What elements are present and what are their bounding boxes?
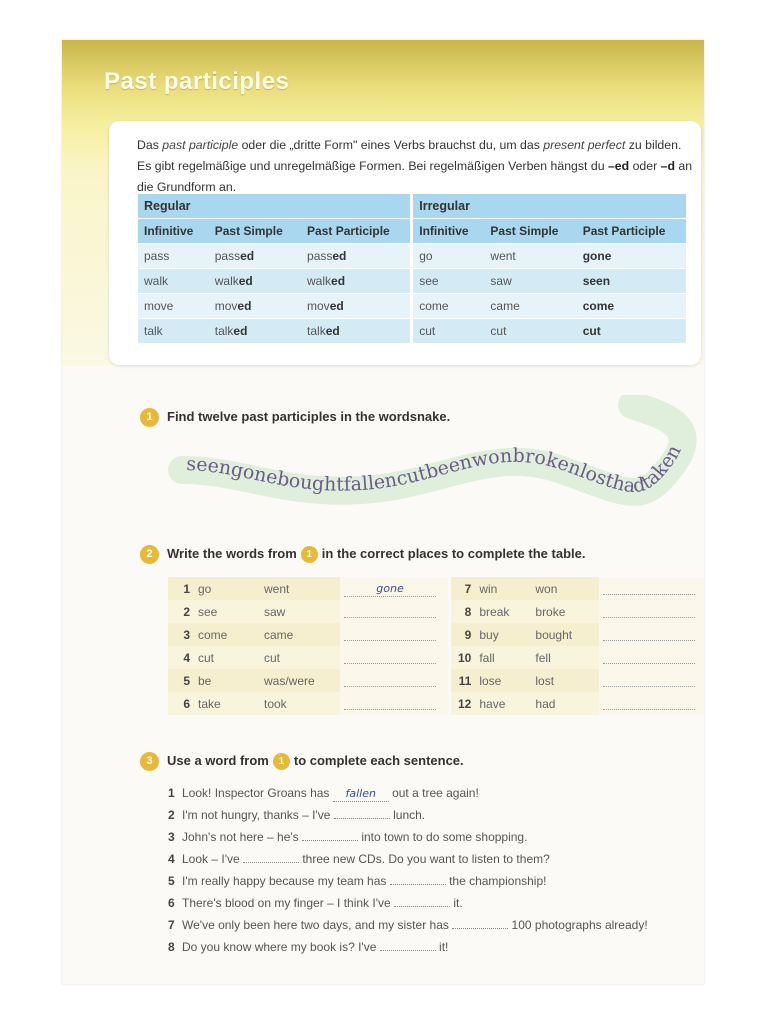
table-row [168, 692, 448, 715]
past-simple: took [260, 692, 340, 715]
column-header: Past Participle [301, 218, 410, 243]
workbook-page [62, 40, 704, 984]
answer-gap[interactable] [302, 828, 358, 841]
sentence [168, 936, 698, 958]
irregular-past-simple: cut [484, 318, 576, 343]
table-row [168, 623, 448, 646]
sentence-number: 3 [168, 830, 175, 844]
past-participle-cell [599, 646, 704, 669]
sentence [168, 870, 698, 892]
sentence-text-after: it! [435, 940, 449, 954]
sentence-text-before: Look! Inspector Groans has [182, 786, 333, 800]
regular-infinitive: walk [138, 268, 209, 293]
table-row [168, 577, 448, 600]
column-header: Infinitive [410, 218, 484, 243]
sentence-text-after: the championship! [445, 874, 547, 888]
sentence-number: 4 [168, 852, 175, 866]
past-simple: cut [260, 646, 340, 669]
table-row [138, 243, 686, 268]
table-row [451, 692, 704, 715]
past-participle-cell [599, 669, 704, 692]
row-number: 10 [451, 646, 475, 669]
table-row [451, 623, 704, 646]
past-participle-cell [340, 623, 448, 646]
sentence-text-before: There's blood on my finger – I think I've [182, 896, 395, 910]
sentence-list [168, 782, 698, 958]
irregular-infinitive: cut [410, 318, 484, 343]
past-simple: broke [531, 600, 598, 623]
exercise-1-title: 1 Find twelve past participles in the wordsnake. [140, 408, 450, 427]
table-row [451, 669, 704, 692]
exercise-number-badge: 2 [140, 545, 159, 564]
past-simple: bought [531, 623, 598, 646]
answer-blank[interactable] [344, 695, 436, 710]
answer-blank[interactable] [603, 649, 695, 664]
sentence [168, 826, 698, 848]
intro-text: Das past participle oder die „dritte Form" eines Verbs brauchst du, um das present perfect zu bilden. Es gibt regelmäßige und unregelmäßige Formen. Bei regelmäßigen Verben hängst du –ed oder –d an die Grundform an. [137, 138, 693, 194]
past-simple: went [260, 577, 340, 600]
answer-gap[interactable] [334, 806, 390, 819]
table-row [138, 268, 686, 293]
sentence-text-after: it. [450, 896, 463, 910]
row-number: 2 [168, 600, 194, 623]
regular-past-simple: passed [209, 243, 301, 268]
regular-past-simple: talked [209, 318, 301, 343]
grammar-info-box [109, 121, 701, 365]
regular-past-simple: moved [209, 293, 301, 318]
sentence-text-after: lunch. [389, 808, 426, 822]
regular-past-participle: walked [301, 268, 410, 293]
past-simple: fell [531, 646, 598, 669]
answer-blank[interactable] [603, 626, 695, 641]
table-row [138, 318, 686, 343]
irregular-past-participle: come [577, 293, 686, 318]
header-band [62, 40, 704, 365]
table-row [138, 293, 686, 318]
sentence-text-before: I'm not hungry, thanks – I've [182, 808, 334, 822]
sentence-number: 6 [168, 896, 175, 910]
infinitive: see [194, 600, 260, 623]
answer-blank[interactable] [603, 672, 695, 687]
past-simple: came [260, 623, 340, 646]
sentence-text-before: I'm really happy because my team has [182, 874, 390, 888]
row-number: 6 [168, 692, 194, 715]
answer-blank[interactable] [344, 672, 436, 687]
sentence-text-before: Look – I've [182, 852, 243, 866]
sentence-number: 8 [168, 940, 175, 954]
answer-gap[interactable] [452, 916, 508, 929]
row-number: 9 [451, 623, 475, 646]
row-number: 8 [451, 600, 475, 623]
infinitive: win [475, 577, 531, 600]
sentence [168, 804, 698, 826]
sentence [168, 914, 698, 936]
table-row [168, 600, 448, 623]
row-number: 1 [168, 577, 194, 600]
sentence-text-before: Do you know where my book is? I've [182, 940, 380, 954]
exercise-number-badge: 1 [140, 408, 159, 427]
exercise-ref-badge: 1 [273, 753, 290, 770]
answer-gap[interactable] [380, 938, 436, 951]
infinitive: be [194, 669, 260, 692]
column-header: Past Simple [209, 218, 301, 243]
exercise-2-title: 2 Write the words from 1 in the correct places to complete the table. [140, 545, 585, 564]
infinitive: lose [475, 669, 531, 692]
sentence-text-before: John's not here – he's [182, 830, 302, 844]
row-number: 7 [451, 577, 475, 600]
regular-past-participle: passed [301, 243, 410, 268]
row-number: 4 [168, 646, 194, 669]
regular-infinitive: pass [138, 243, 209, 268]
past-participle-cell [599, 600, 704, 623]
infinitive: have [475, 692, 531, 715]
regular-group-header: Regular [138, 194, 410, 218]
infinitive: buy [475, 623, 531, 646]
past-participle-cell [340, 669, 448, 692]
sentence [168, 782, 698, 804]
exercise-number-badge: 3 [140, 752, 159, 771]
answer-blank[interactable] [603, 580, 695, 595]
verb-table-right [451, 577, 704, 715]
sentence-number: 2 [168, 808, 175, 822]
answer-gap[interactable] [394, 894, 450, 907]
past-participle-cell [599, 577, 704, 600]
grammar-table [138, 194, 686, 343]
regular-past-participle: talked [301, 318, 410, 343]
past-participle-cell [599, 623, 704, 646]
irregular-infinitive: see [410, 268, 484, 293]
irregular-past-simple: went [484, 243, 576, 268]
sentence [168, 848, 698, 870]
wordsnake-text: seengoneboughtfallencutbeenwonbrokenlosthadtaken [185, 441, 686, 498]
irregular-infinitive: come [410, 293, 484, 318]
answer-blank[interactable] [603, 603, 695, 618]
past-participle-cell [340, 577, 448, 600]
infinitive: come [194, 623, 260, 646]
answer-blank[interactable] [344, 626, 436, 641]
table-row [451, 577, 704, 600]
verb-table-left [168, 577, 448, 715]
infinitive: fall [475, 646, 531, 669]
past-participle-cell [340, 692, 448, 715]
sentence [168, 892, 698, 914]
past-simple: lost [531, 669, 598, 692]
answer-blank[interactable] [603, 695, 695, 710]
answer-gap[interactable]: fallen [333, 789, 389, 802]
answer-gap[interactable] [390, 872, 446, 885]
irregular-past-simple: saw [484, 268, 576, 293]
table-row [451, 646, 704, 669]
irregular-past-participle: cut [577, 318, 686, 343]
answer-blank[interactable] [344, 649, 436, 664]
sentence-text-before: We've only been here two days, and my sister has [182, 918, 453, 932]
row-number: 11 [451, 669, 475, 692]
sentence-text-after: out a tree again! [388, 786, 479, 800]
irregular-past-participle: seen [577, 268, 686, 293]
page-title: Past participles [104, 68, 290, 95]
irregular-infinitive: go [410, 243, 484, 268]
sentence-number: 1 [168, 786, 175, 800]
infinitive: go [194, 577, 260, 600]
row-number: 5 [168, 669, 194, 692]
column-header: Past Participle [577, 218, 686, 243]
column-header: Infinitive [138, 218, 209, 243]
past-participle-cell [599, 692, 704, 715]
past-participle-cell [340, 646, 448, 669]
exercise-3-title: 3 Use a word from 1 to complete each sentence. [140, 752, 464, 771]
irregular-past-simple: came [484, 293, 576, 318]
answer-gap[interactable] [243, 850, 299, 863]
column-header: Past Simple [484, 218, 576, 243]
regular-past-simple: walked [209, 268, 301, 293]
regular-infinitive: move [138, 293, 209, 318]
irregular-group-header: Irregular [410, 194, 686, 218]
answer-blank[interactable]: gone [344, 582, 436, 597]
past-simple: was/were [260, 669, 340, 692]
infinitive: break [475, 600, 531, 623]
table-row [168, 646, 448, 669]
table-row [168, 669, 448, 692]
sentence-text-after: 100 photographs already! [508, 918, 648, 932]
answer-blank[interactable] [344, 603, 436, 618]
past-participle-cell [340, 600, 448, 623]
table-row [451, 600, 704, 623]
row-number: 3 [168, 623, 194, 646]
sentence-number: 7 [168, 918, 175, 932]
infinitive: cut [194, 646, 260, 669]
infinitive: take [194, 692, 260, 715]
exercise-ref-badge: 1 [301, 546, 318, 563]
irregular-past-participle: gone [577, 243, 686, 268]
sentence-number: 5 [168, 874, 175, 888]
sentence-text-after: three new CDs. Do you want to listen to them? [299, 852, 550, 866]
past-simple: won [531, 577, 598, 600]
past-simple: had [531, 692, 598, 715]
past-simple: saw [260, 600, 340, 623]
sentence-text-after: into town to do some shopping. [358, 830, 528, 844]
wordsnake [162, 395, 702, 525]
regular-infinitive: talk [138, 318, 209, 343]
regular-past-participle: moved [301, 293, 410, 318]
row-number: 12 [451, 692, 475, 715]
